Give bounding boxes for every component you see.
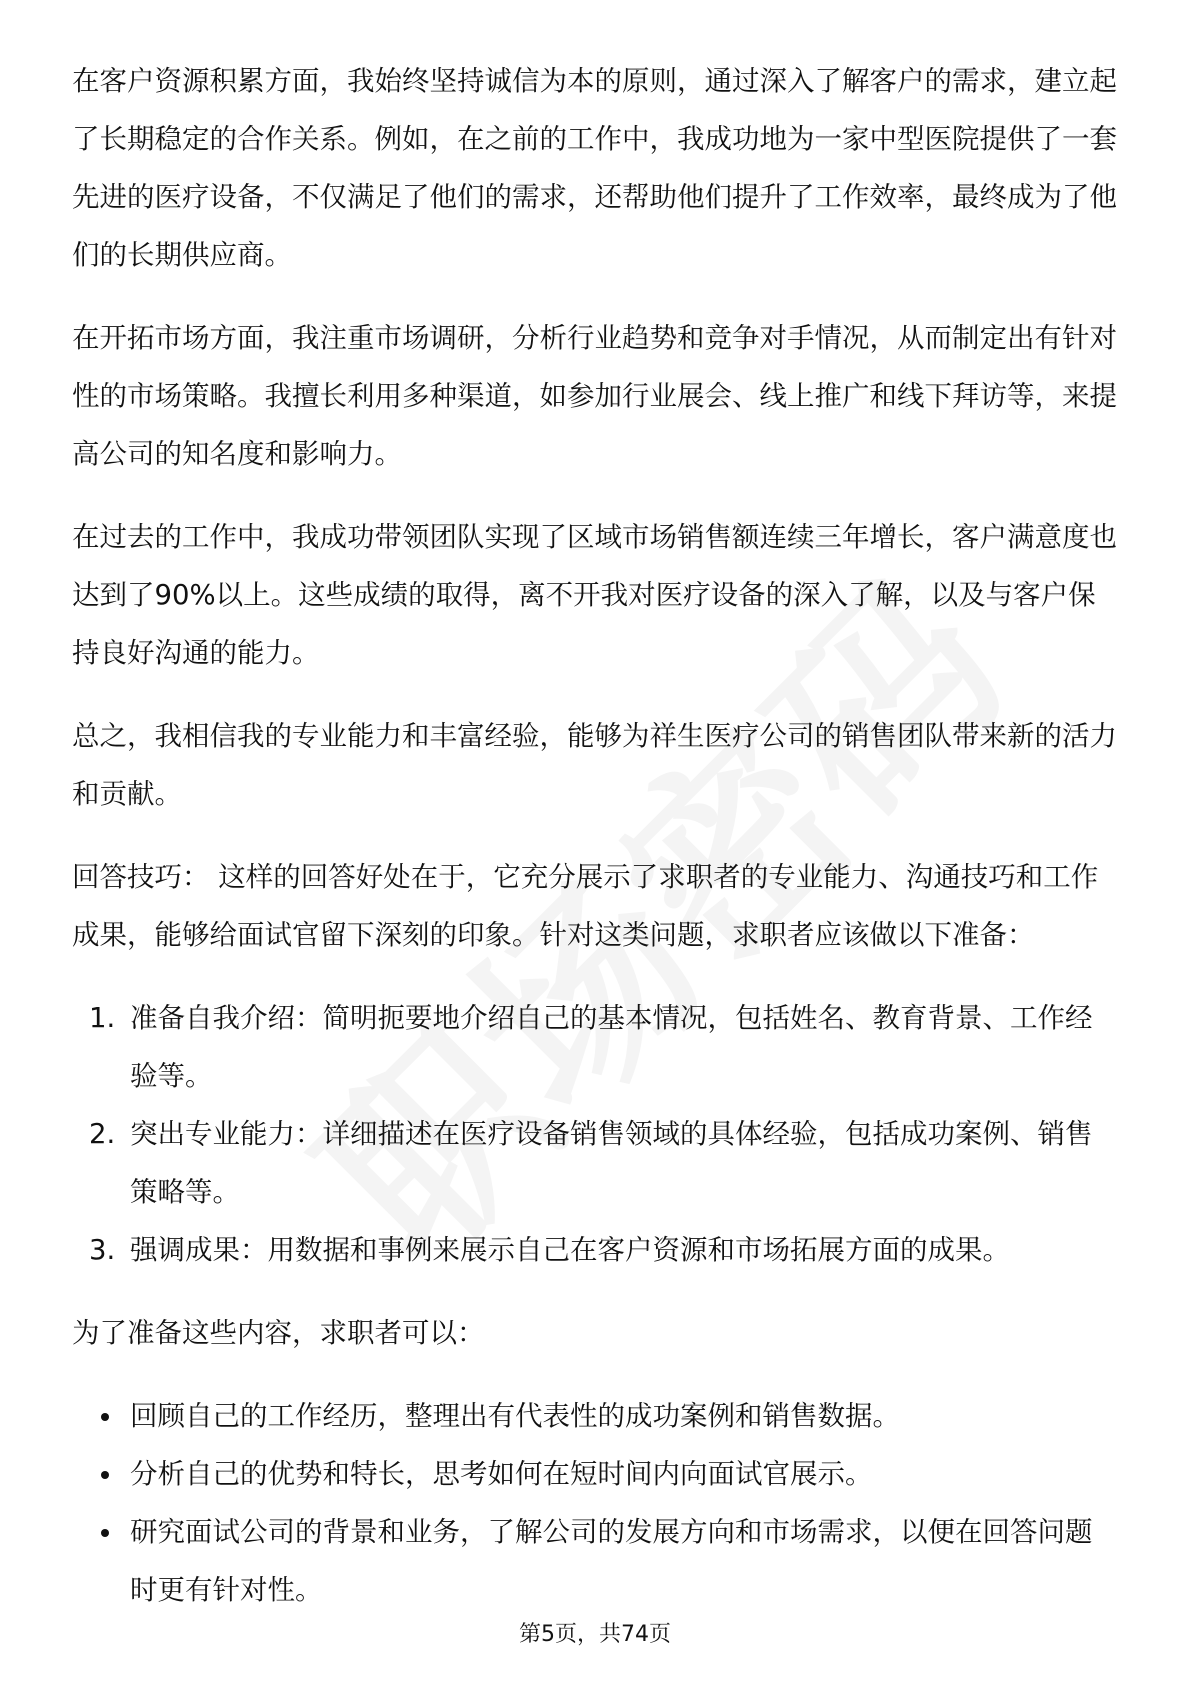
list-item: 1. 准备自我介绍：简明扼要地介绍自己的基本情况，包括姓名、教育背景、工作经验等。 xyxy=(124,989,1117,1105)
paragraph-past-achievements: 在过去的工作中，我成功带领团队实现了区域市场销售额连续三年增长，客户满意度也达到了90%以上。这些成绩的取得，离不开我对医疗设备的深入了解，以及与客户保持良好沟通的能力。 xyxy=(72,521,1117,669)
paragraph-customer-resources: 在客户资源积累方面，我始终坚持诚信为本的原则，通过深入了解客户的需求，建立起了长期稳定的合作关系。例如，在之前的工作中，我成功地为一家中型医院提供了一套先进的医疗设备，不仅满足了他们的需求，还帮助他们提升了工作效率，最终成为了他们的长期供应商。 xyxy=(72,65,1117,271)
paragraph-answer-tips: 回答技巧： 这样的回答好处在于，它充分展示了求职者的专业能力、沟通技巧和工作成果，能够给面试官留下深刻的印象。针对这类问题，求职者应该做以下准备： xyxy=(72,861,1099,951)
bullet-list xyxy=(72,1387,1117,1619)
list-item: • 回顾自己的工作经历，整理出有代表性的成功案例和销售数据。 xyxy=(124,1387,1117,1445)
numbered-list xyxy=(72,989,1117,1279)
paragraph-prep-intro: 为了准备这些内容，求职者可以： xyxy=(72,1317,485,1349)
list-item: 2. 突出专业能力：详细描述在医疗设备销售领域的具体经验，包括成功案例、销售策略等。 xyxy=(124,1105,1117,1221)
page-number-footer: 第5页，共74页 xyxy=(519,1622,671,1647)
list-item: • 分析自己的优势和特长，思考如何在短时间内向面试官展示。 xyxy=(124,1445,1117,1503)
paragraph-market-expansion: 在开拓市场方面，我注重市场调研，分析行业趋势和竞争对手情况，从而制定出有针对性的市场策略。我擅长利用多种渠道，如参加行业展会、线上推广和线下拜访等，来提高公司的知名度和影响力。 xyxy=(72,322,1117,470)
document-body xyxy=(72,52,1117,1644)
list-item: • 研究面试公司的背景和业务，了解公司的发展方向和市场需求，以便在回答问题时更有针对性。 xyxy=(124,1503,1117,1619)
list-item: 3. 强调成果：用数据和事例来展示自己在客户资源和市场拓展方面的成果。 xyxy=(124,1221,1117,1279)
paragraph-conclusion: 总之，我相信我的专业能力和丰富经验，能够为祥生医疗公司的销售团队带来新的活力和贡献。 xyxy=(72,720,1117,810)
